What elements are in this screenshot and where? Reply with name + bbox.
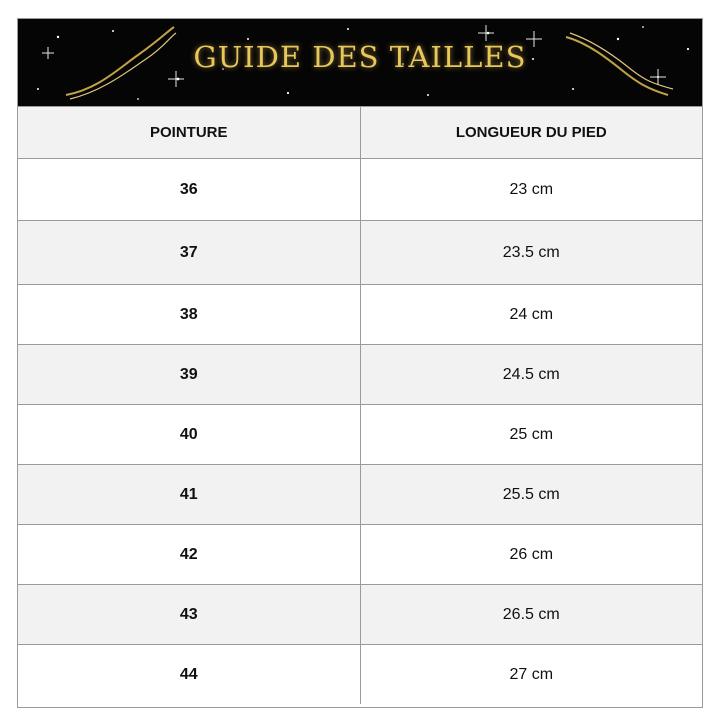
- size-cell: 38: [18, 285, 360, 345]
- length-cell: 23.5 cm: [360, 221, 702, 285]
- length-cell: 26 cm: [360, 525, 702, 585]
- banner-title: GUIDE DES TAILLES: [193, 40, 527, 74]
- table-row: [18, 645, 702, 705]
- size-guide: [17, 18, 703, 708]
- size-cell: 44: [18, 645, 360, 705]
- size-cell: 43: [18, 585, 360, 645]
- size-cell: 42: [18, 525, 360, 585]
- size-table: [18, 106, 702, 704]
- size-cell: 39: [18, 345, 360, 405]
- banner: [18, 19, 702, 106]
- header-size: POINTURE: [18, 107, 360, 159]
- size-cell: 41: [18, 465, 360, 525]
- length-cell: 24 cm: [360, 285, 702, 345]
- size-cell: 37: [18, 221, 360, 285]
- table-row: [18, 525, 702, 585]
- length-cell: 27 cm: [360, 645, 702, 705]
- length-cell: 25 cm: [360, 405, 702, 465]
- length-cell: 26.5 cm: [360, 585, 702, 645]
- length-cell: 23 cm: [360, 159, 702, 221]
- table-row: [18, 285, 702, 345]
- length-cell: 24.5 cm: [360, 345, 702, 405]
- table-row: [18, 585, 702, 645]
- table-row: [18, 405, 702, 465]
- size-cell: 40: [18, 405, 360, 465]
- table-row: [18, 221, 702, 285]
- length-cell: 25.5 cm: [360, 465, 702, 525]
- size-cell: 36: [18, 159, 360, 221]
- table-header-row: [18, 107, 702, 159]
- table-row: [18, 159, 702, 221]
- table-row: [18, 345, 702, 405]
- header-foot-length: LONGUEUR DU PIED: [360, 107, 702, 159]
- table-row: [18, 465, 702, 525]
